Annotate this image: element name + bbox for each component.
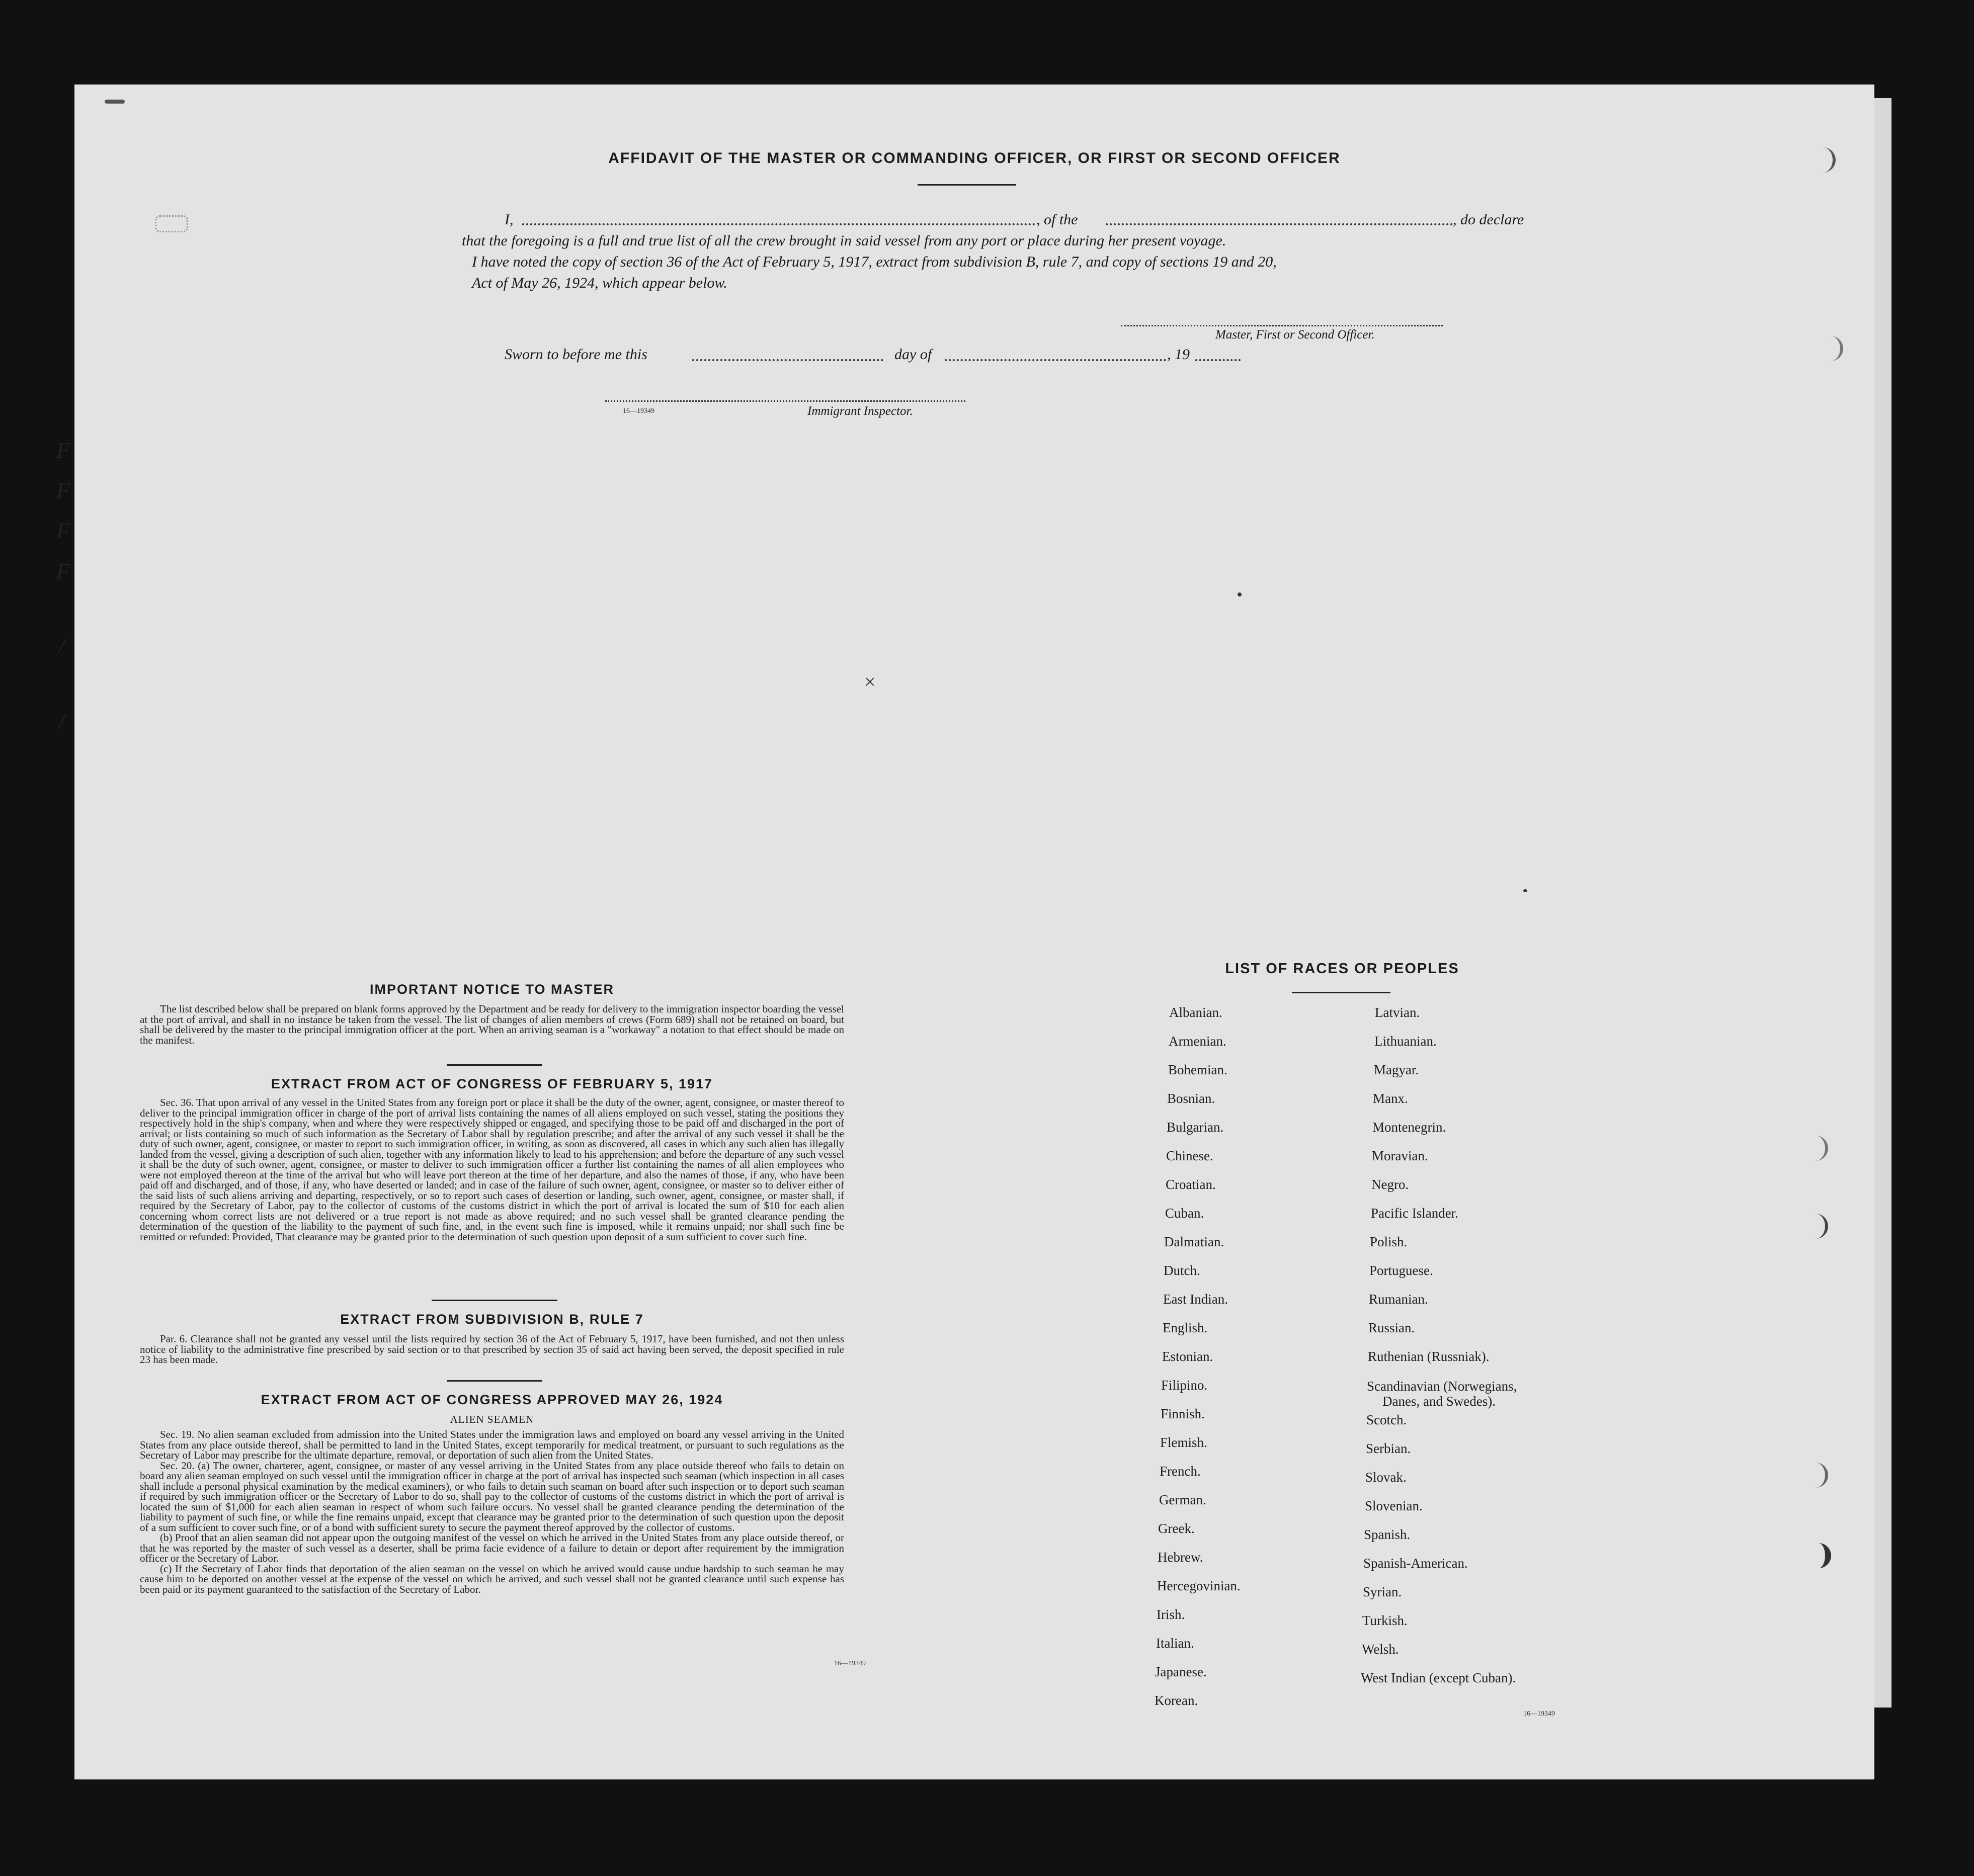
handwriting-mark: F	[56, 559, 70, 583]
race-item: English.	[1163, 1320, 1208, 1335]
sworn-year-field[interactable]	[1195, 359, 1241, 361]
race-item: Italian.	[1156, 1636, 1194, 1651]
year-prefix: , 19	[1167, 346, 1190, 363]
race-item: Portuguese.	[1369, 1263, 1433, 1278]
race-item: French.	[1160, 1464, 1201, 1479]
race-item: Pacific Islander.	[1371, 1206, 1458, 1221]
handwriting-mark: /	[58, 710, 65, 734]
race-item: Lithuanian.	[1374, 1034, 1437, 1049]
faint-stamp-mark	[155, 215, 188, 232]
race-item: Bohemian.	[1168, 1062, 1227, 1077]
affidavit-title: AFFIDAVIT OF THE MASTER OR COMMANDING OFFICER, OR FIRST OR SECOND OFFICER	[608, 150, 1341, 166]
race-item: Flemish.	[1160, 1435, 1207, 1450]
vessel-prefix: , of the	[1036, 211, 1078, 228]
race-item: Dalmatian.	[1164, 1234, 1224, 1249]
inspector-signature-field[interactable]	[605, 400, 965, 402]
handwriting-mark: F	[56, 478, 70, 503]
day-of-label: day of	[894, 346, 932, 363]
master-signature-field[interactable]	[1121, 325, 1443, 326]
race-item: Scandinavian (Norwegians,	[1367, 1379, 1517, 1394]
extract-1924-body	[140, 1429, 844, 1594]
sworn-day-field[interactable]	[692, 359, 883, 361]
declare-suffix: , do declare	[1453, 211, 1524, 228]
race-item: Latvian.	[1375, 1005, 1420, 1020]
race-item: Albanian.	[1169, 1005, 1222, 1020]
section-36-paragraph: Sec. 36. That upon arrival of any vessel in the United States from any foreign port or place it shall be the duty of the owner, agent, consignee, or master thereof to deliver to the principal immigration officer in charge of the port of arrival lists containing the names of all aliens employed on such vessel, stating the positions they respectively hold in the ship's company, when and where they were respectively shipped or engaged, and specifying those to be paid off and discharged in the port of arrival; or lists containing so much of such information as the Secretary of Labor shall by regulation prescribe; and after the arrival of any such vessel it shall be the duty of such owner, agent, consignee, or master to report to such immigration officer, in writing, as soon as discovered, all cases in which any such alien has illegally landed from the vessel, giving a description of such alien, together with any information likely to lead to his apprehension; and before the departure of any such vessel it shall be the duty of such owner, agent, consignee, or master to deliver to such immigration officer a further list containing the names of all alien employees who were not employed thereon at the time of the arrival but who will leave port thereon at the time of her departure, and also the names of those, if any, who have been paid off and discharged, and of those, if any, who have deserted or landed; and in case of the failure of such owner, agent, consignee, or master so to deliver either of the said lists of such aliens arriving and departing, respectively, or so to report such cases of desertion or landing, such owner, agent, consignee, or master shall, if required by the Secretary of Labor, pay to the collector of customs of the customs district in which the port of arrival is located the sum of $10 for each alien concerning whom correct lists are not delivered or a true report is not made as above required; and no such vessel shall be granted clearance pending the determination of the question of the liability to the payment of such fine, and, in the event such fine is imposed, while it remains unpaid; nor shall such fine be remitted or refunded: Provided, That clearance may be granted prior to the determination of such question upon deposit of a sum sufficient to cover such fine.	[140, 1096, 844, 1243]
races-title: LIST OF RACES OR PEOPLES	[1225, 961, 1459, 977]
race-item: Slovak.	[1365, 1470, 1407, 1485]
section-20b-paragraph: (b) Proof that an alien seaman did not appear upon the outgoing manifest of the vessel on which he arrived in the United States from any place outside thereof, or that he was reported by the master of such vessel as a deserter, shall be prima facie evidence of a failure to detain or deport after requirement by the immigration officer or the Secretary of Labor.	[140, 1531, 844, 1564]
race-item: Manx.	[1373, 1091, 1408, 1106]
race-item: Spanish-American.	[1363, 1556, 1468, 1571]
races-divider	[1292, 992, 1390, 993]
declarant-name-field[interactable]	[522, 223, 1035, 225]
extract-1917-body	[140, 1097, 844, 1242]
race-item: Hebrew.	[1158, 1550, 1203, 1565]
race-item: Chinese.	[1166, 1148, 1213, 1163]
race-item: Serbian.	[1366, 1441, 1411, 1456]
sworn-month-field[interactable]	[945, 359, 1166, 361]
race-item: Bulgarian.	[1167, 1120, 1224, 1135]
races-form-number: 16—19349	[1523, 1710, 1555, 1718]
ink-dot	[1523, 889, 1527, 892]
handwriting-mark: /	[58, 634, 65, 659]
race-item: Irish.	[1157, 1607, 1185, 1622]
ink-dot	[1238, 592, 1242, 596]
race-item: Cuban.	[1165, 1206, 1204, 1221]
race-item: Estonian.	[1162, 1349, 1213, 1364]
race-item: West Indian (except Cuban).	[1361, 1670, 1516, 1685]
binder-hole	[1813, 147, 1836, 173]
notice-divider	[447, 1064, 542, 1066]
vessel-name-field[interactable]	[1106, 223, 1453, 225]
master-signature-label: Master, First or Second Officer.	[1215, 328, 1375, 342]
binder-hole	[1805, 1463, 1828, 1488]
binder-hole	[1805, 1136, 1828, 1161]
binder-hole	[1820, 336, 1843, 361]
race-item: German.	[1159, 1492, 1206, 1507]
race-item: Croatian.	[1166, 1177, 1216, 1192]
race-item: Moravian.	[1372, 1148, 1428, 1163]
inspector-label: Immigrant Inspector.	[807, 404, 913, 418]
extract-1917-divider	[432, 1300, 557, 1301]
extract-1924-title: EXTRACT FROM ACT OF CONGRESS APPROVED MAY 26, 1924	[261, 1392, 723, 1407]
race-item: Finnish.	[1161, 1406, 1205, 1421]
race-item: Dutch.	[1164, 1263, 1200, 1278]
race-item: Greek.	[1158, 1521, 1195, 1536]
race-item: Montenegrin.	[1372, 1120, 1446, 1135]
race-item: Negro.	[1371, 1177, 1409, 1192]
race-item: Welsh.	[1362, 1642, 1399, 1657]
extract-1917-title: EXTRACT FROM ACT OF CONGRESS OF FEBRUARY 5, 1917	[271, 1076, 713, 1091]
race-item: Filipino.	[1161, 1378, 1208, 1393]
race-item: Japanese.	[1155, 1664, 1207, 1679]
handwriting-mark: F	[56, 438, 70, 463]
section-20a-paragraph: Sec. 20. (a) The owner, charterer, agent, consignee, or master of any vessel arriving in the United States from any place outside thereof who fails to detain on board any alien seaman employed on such vessel until the immigration officer in charge at the port of arrival has inspected such seaman (which inspection in all cases shall include a personal physical examination by the medical examiners), or who fails to detain such seaman on board after such inspection or to deport such seaman if required by such immigration officer or the Secretary of Labor to do so, shall pay to the collector of customs of the customs district in which the port of arrival is located the sum of $1,000 for each alien seaman in respect of whom such failure occurs. No vessel shall be granted clearance pending the determination of the liability to payment of such fine, or while the fine remains unpaid, except that clearance may be granted prior to the determination of such question upon the deposit of a sum sufficient to cover such fine, or of a bond with sufficient surety to secure the payment thereof approved by the collector of customs.	[140, 1459, 844, 1533]
race-item: Scotch.	[1366, 1412, 1407, 1427]
race-item: Turkish.	[1362, 1613, 1408, 1628]
race-item: Syrian.	[1363, 1584, 1402, 1599]
title-divider	[918, 184, 1016, 186]
affidavit-line-2: that the foregoing is a full and true list of all the crew brought in said vessel from any port or place during her present voyage.	[462, 232, 1226, 249]
binder-hole	[1805, 1214, 1828, 1239]
affidavit-form-number: 16—19349	[623, 407, 654, 415]
race-item: Armenian.	[1169, 1034, 1226, 1049]
subdivision-b-title: EXTRACT FROM SUBDIVISION B, RULE 7	[340, 1312, 644, 1327]
paragraph-6: Par. 6. Clearance shall not be granted any vessel until the lists required by section 36 of the Act of February 5, 1917, have been furnished, and not then unless notice of liability to the administrative fine prescribed by said section or to that prescribed by section 35 of said act having been served, the deposit specified in rule 23 has been made.	[140, 1333, 844, 1366]
declarant-prefix: I,	[505, 211, 514, 228]
notice-title: IMPORTANT NOTICE TO MASTER	[370, 982, 614, 997]
binder-hole	[1805, 1543, 1831, 1568]
race-item: Danes, and Swedes).	[1382, 1394, 1496, 1409]
race-item: Spanish.	[1364, 1527, 1411, 1542]
stray-ink-mark: ×	[864, 670, 876, 693]
section-19-paragraph: Sec. 19. No alien seaman excluded from admission into the United States under the immigration laws and employed on board any vessel arriving in the United States from any place outside thereof, shall be permitted to land in the United States, except temporarily for medical treatment, or pursuant to such regulations as the Secretary of Labor may prescribe for the ultimate departure, removal, or deportation of such alien from the United States.	[140, 1428, 844, 1461]
race-item: Polish.	[1370, 1234, 1408, 1249]
subdivision-b-divider	[447, 1380, 542, 1382]
race-item: Magyar.	[1374, 1062, 1419, 1077]
race-item: Ruthenian (Russniak).	[1368, 1349, 1490, 1364]
race-item: Bosnian.	[1167, 1091, 1215, 1106]
notice-body	[140, 1004, 844, 1045]
sworn-label: Sworn to before me this	[505, 346, 647, 363]
extract-form-number: 16—19349	[834, 1660, 866, 1667]
handwriting-mark: F	[56, 519, 70, 543]
race-item: Russian.	[1368, 1320, 1415, 1335]
alien-seamen-subtitle: ALIEN SEAMEN	[450, 1413, 534, 1425]
race-item: Rumanian.	[1369, 1292, 1428, 1307]
document-page	[74, 84, 1874, 1779]
affidavit-line-4: Act of May 26, 1924, which appear below.	[472, 275, 727, 291]
scan-speck	[105, 100, 125, 104]
subdivision-b-body	[140, 1334, 844, 1365]
race-item: Korean.	[1155, 1693, 1198, 1708]
notice-paragraph: The list described below shall be prepared on blank forms approved by the Department and be ready for delivery to the immigration inspector boarding the vessel at the port of arrival, and shall in no instance be taken from the vessel. The list of changes of alien members of crews (Form 689) shall not be retained on board, but shall be delivered by the master to the principal immigration officer at the port. When an arriving seaman is a "workaway" a notation to that effect should be made on the manifest.	[140, 1003, 844, 1046]
section-20c-paragraph: (c) If the Secretary of Labor finds that deportation of the alien seaman on the vessel on which he arrived would cause undue hardship to such seaman he may cause him to be deported on another vessel at the expense of the vessel on which he arrived, and such vessel shall not be granted clearance until such expense has been paid or its payment guaranteed to the satisfaction of the Secretary of Labor.	[140, 1562, 844, 1595]
affidavit-line-3: I have noted the copy of section 36 of the Act of February 5, 1917, extract from subdivision B, rule 7, and copy of sections 19 and 20,	[472, 253, 1277, 270]
race-item: Hercegovinian.	[1157, 1578, 1241, 1593]
race-item: Slovenian.	[1365, 1498, 1423, 1513]
race-item: East Indian.	[1163, 1292, 1228, 1307]
